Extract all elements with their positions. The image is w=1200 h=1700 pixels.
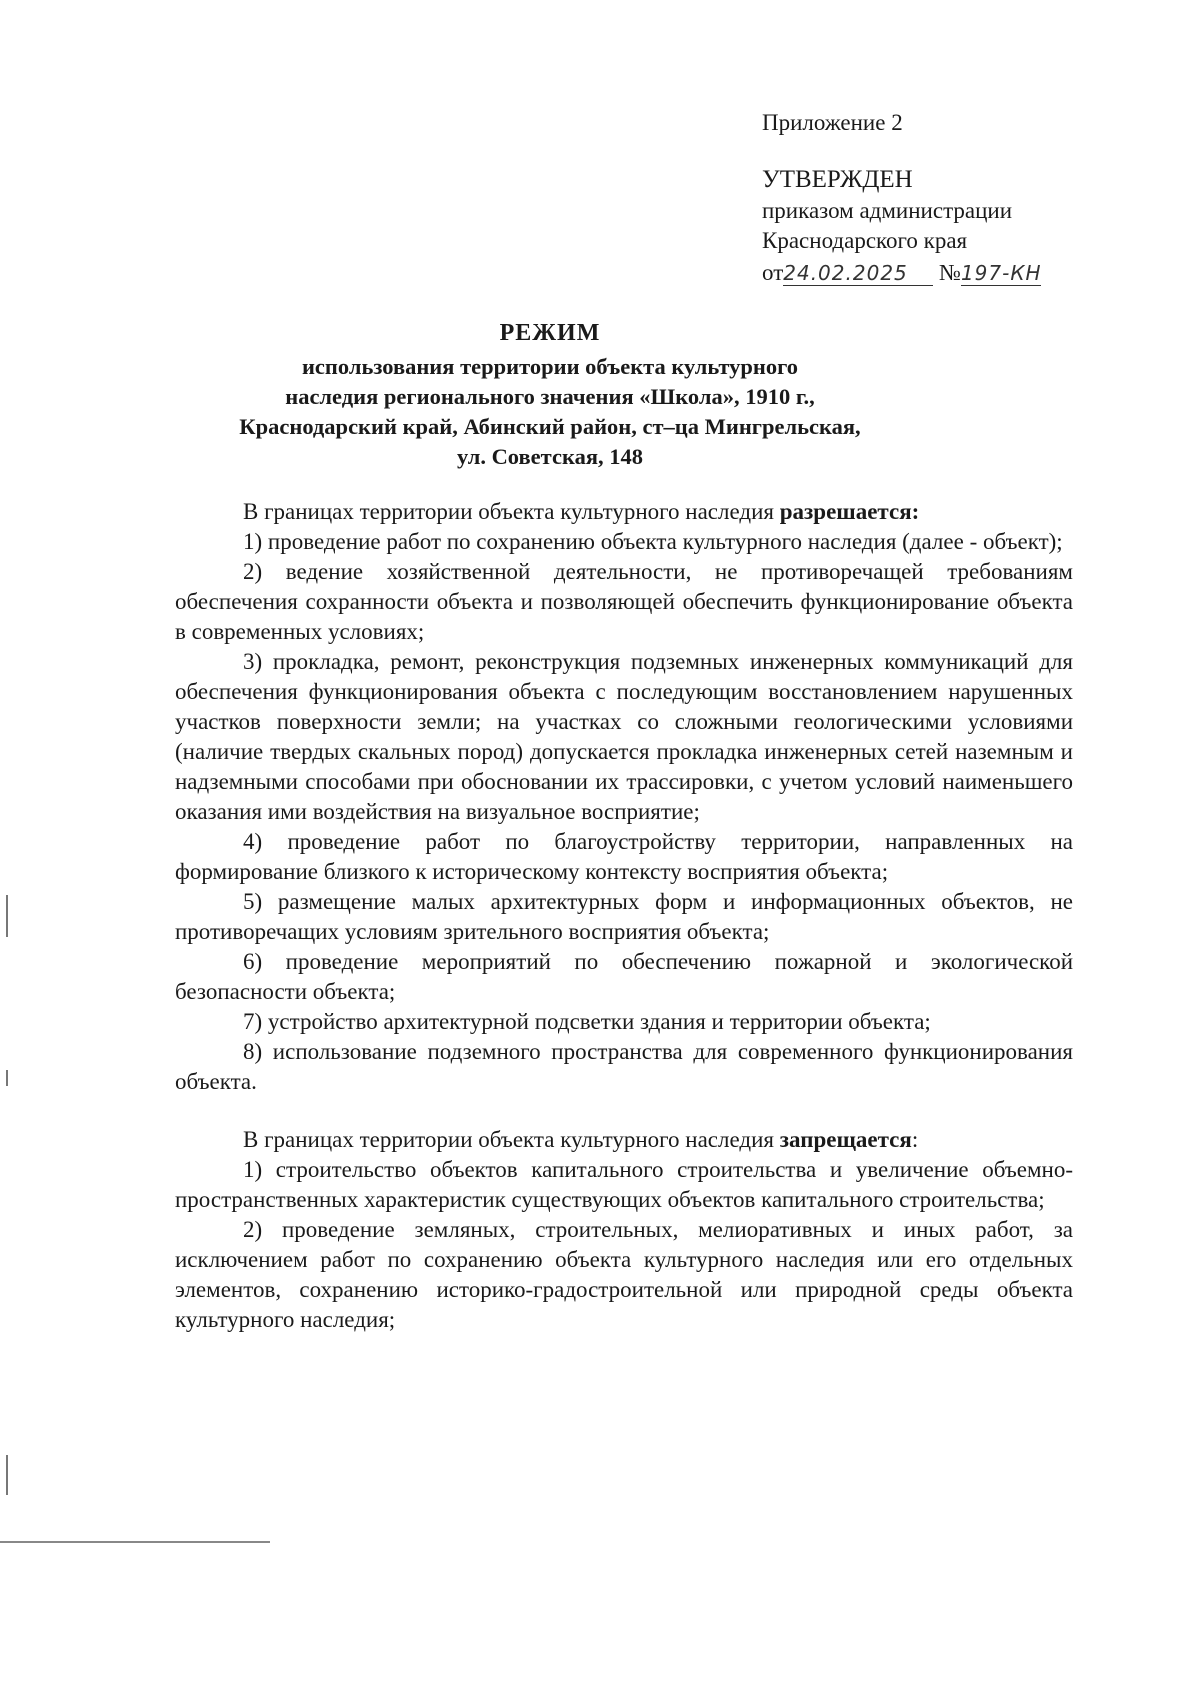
scan-edge-mark (6, 1070, 8, 1086)
allowed-intro: В границах территории объекта культурного наследия разрешается: (243, 499, 920, 524)
allowed-item-1: 1) проведение работ по сохранению объекта культурного наследия (далее - объект); (243, 529, 1063, 554)
approval-stamp-block (762, 108, 1041, 288)
allowed-item-3: 3) прокладка, ремонт, реконструкция подземных инженерных коммуникаций для обеспечения функционирования объекта с последующим восстановлением нарушенных участков поверхности земли; на участках со сложными геологическими условиями (наличие твердых скальных пород) допускается прокладка инженерных сетей наземным и надземными способами при обосновании их трассировки, с учетом условий наименьшего оказания ими воздействия на визуальное восприятие; (175, 649, 1073, 824)
forbidden-keyword: запрещается (779, 1127, 912, 1152)
forbidden-item-2: 2) проведение земляных, строительных, мелиоративных и иных работ, за исключением работ по сохранению объекта культурного наследия или его отдельных элементов, сохранению историко-градостроительной или природной среды объекта культурного наследия; (175, 1217, 1073, 1332)
allowed-item-6: 6) проведение мероприятий по обеспечению пожарной и экологической безопасности объекта; (175, 949, 1073, 1004)
title-line-3: Краснодарский край, Абинский район, ст–ца Мингрельская, (239, 414, 861, 439)
allowed-item-2: 2) ведение хозяйственной деятельности, не противоречащей требованиям обеспечения сохранности объекта и позволяющей обеспечить функционирование объекта в современных условиях; (175, 559, 1073, 644)
document-body (175, 497, 1073, 1335)
allowed-item-8: 8) использование подземного пространства для современного функционирования объекта. (175, 1039, 1073, 1094)
title-line-1: использования территории объекта культурного (301, 354, 799, 379)
forbidden-intro: В границах территории объекта культурного наследия запрещается: (243, 1127, 919, 1152)
approval-line-2: Краснодарского края (762, 228, 968, 253)
scan-edge-mark (6, 895, 8, 937)
handwritten-date: 24.02.2025 (783, 261, 933, 286)
forbidden-item-1: 1) строительство объектов капитального строительства и увеличение объемно-пространственных характеристик существующих объектов капитального строительства; (175, 1157, 1073, 1212)
order-date-number-line (762, 258, 1041, 288)
allowed-item-5: 5) размещение малых архитектурных форм и информационных объектов, не противоречащих условиям зрительного восприятия объекта; (175, 889, 1073, 944)
annex-label: Приложение 2 (762, 110, 903, 135)
number-prefix: № (939, 260, 961, 285)
title-line-2: наследия регионального значения «Школа», 1910 г., (285, 384, 815, 409)
allowed-keyword: разрешается: (779, 499, 920, 524)
scan-edge-mark (6, 1455, 8, 1495)
allowed-item-4: 4) проведение работ по благоустройству территории, направленных на формирование близкого к историческому контексту восприятия объекта; (175, 829, 1073, 884)
handwritten-number: 197-КН (960, 261, 1042, 285)
scan-bottom-line (0, 1541, 270, 1543)
document-title (160, 318, 940, 472)
allowed-item-7: 7) устройство архитектурной подсветки здания и территории объекта; (243, 1009, 931, 1034)
title-main: РЕЖИМ (499, 320, 601, 346)
date-prefix: от (762, 260, 784, 285)
approval-line-1: приказом администрации (762, 198, 1013, 223)
approved-heading: УТВЕРЖДЕН (762, 166, 913, 193)
title-line-4: ул. Советская, 148 (457, 444, 643, 469)
